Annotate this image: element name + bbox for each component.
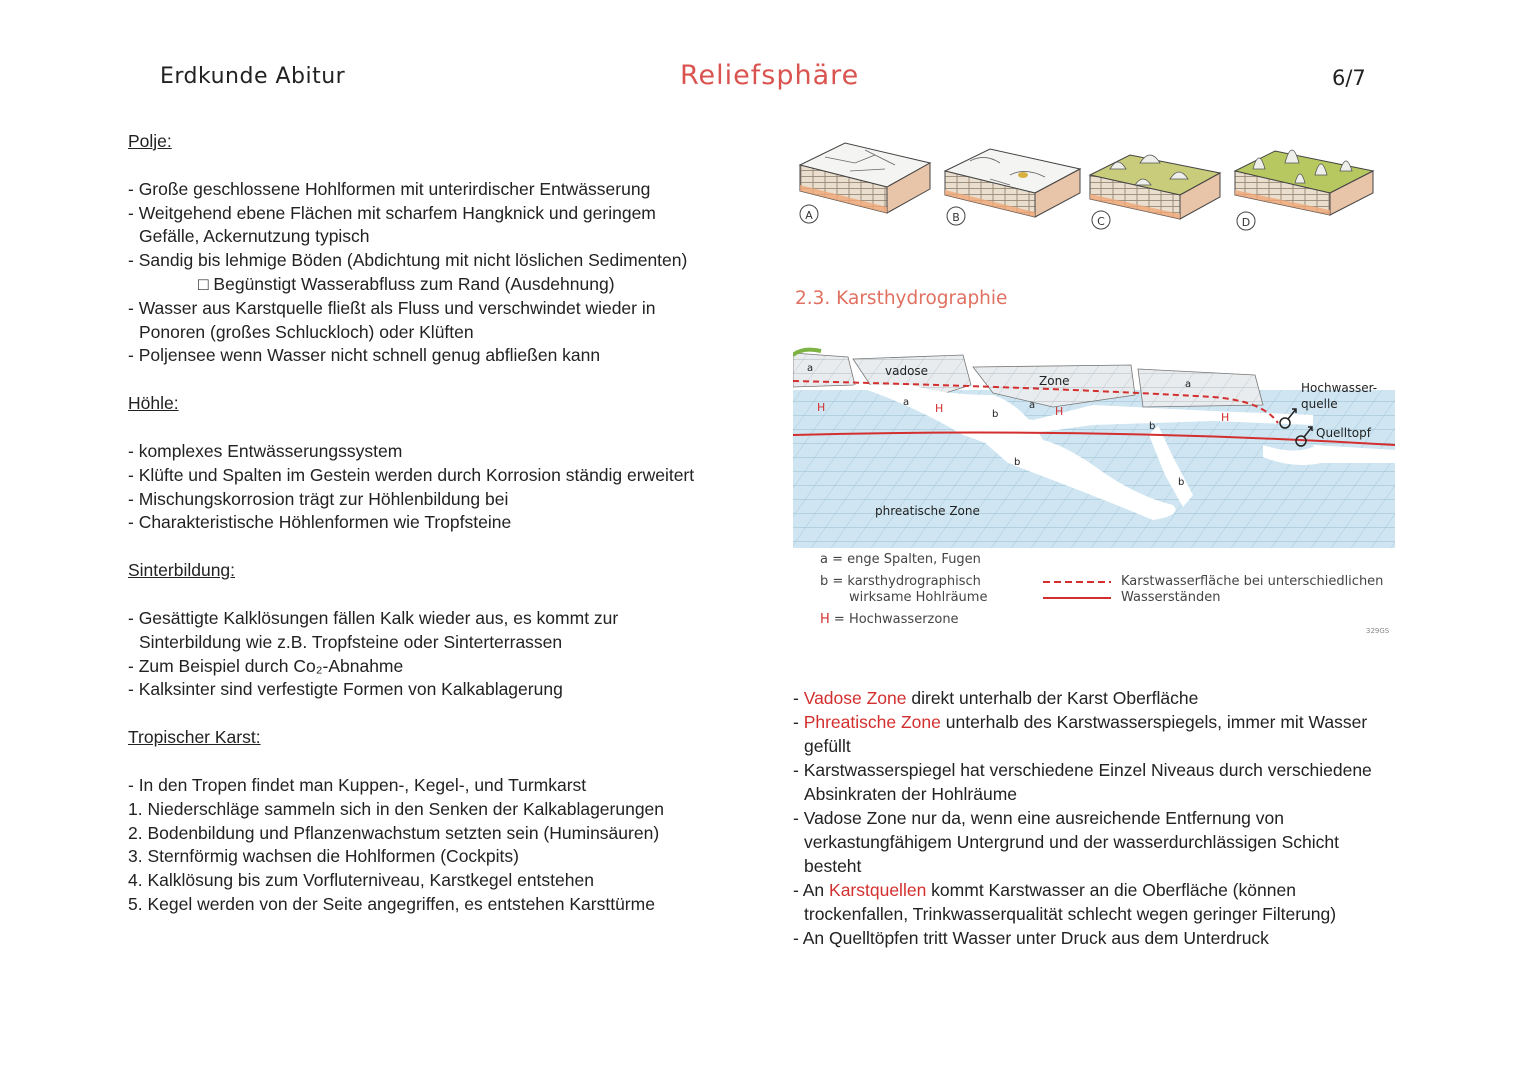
label-a: a — [1029, 400, 1036, 411]
legend-a: a = enge Spalten, Fugen — [820, 552, 981, 567]
list-item: 4. Kalklösung bis zum Vorfluterniveau, Karstkegel entstehen — [128, 870, 594, 891]
right-column — [793, 686, 1413, 950]
tropisch-list — [128, 774, 738, 917]
sinter-heading: Sinterbildung: — [128, 560, 236, 581]
page-number: 6/7 — [1332, 66, 1366, 90]
list-item: - Zum Beispiel durch Co₂-Abnahme — [128, 655, 404, 676]
list-item: - Karstwasserspiegel hat verschiedene Einzel Niveaus durch verschiedene — [793, 760, 1372, 780]
legend-b: b = karsthydrographisch — [820, 574, 981, 589]
list-item: - Kalksinter sind verfestigte Formen von Kalkablagerung — [128, 679, 563, 700]
block-b-illustration — [945, 149, 1080, 217]
hoehle-heading: Höhle: — [128, 393, 179, 414]
list-item: Sinterbildung wie z.B. Tropfsteine oder Sinterterrassen — [139, 631, 563, 652]
list-item-cont: verkastungfähigem Untergrund und der wasserdurchlässigen Schicht — [804, 832, 1340, 852]
svg-text:B: B — [952, 211, 960, 224]
svg-text:A: A — [805, 209, 813, 222]
block-label-b — [947, 207, 965, 225]
text: Karstwasserspiegel hat verschiedene Einzel Niveaus durch verschiedene — [803, 760, 1372, 780]
list-item: 3. Sternförmig wachsen die Hohlformen (Cockpits) — [128, 846, 519, 867]
list-item-cont: besteht — [804, 856, 862, 876]
legend-line-icons — [1042, 575, 1112, 605]
list-item: - komplexes Entwässerungssystem — [128, 440, 403, 461]
polje-heading: Polje: — [128, 131, 172, 151]
text: An — [802, 880, 830, 900]
label-b: b — [1014, 457, 1021, 468]
label-a: a — [1185, 379, 1192, 390]
section-title: 2.3. Karsthydrographie — [795, 288, 1008, 309]
block-label-a — [800, 205, 818, 223]
header-subject: Erdkunde Abitur — [160, 64, 346, 89]
label-hochwasser: Hochwasser- — [1301, 381, 1378, 395]
label-quelltopf: Quelltopf — [1316, 426, 1371, 440]
list-item: - Klüfte und Spalten im Gestein werden durch Korrosion ständig erweitert — [128, 464, 695, 485]
list-item-cont: trockenfallen, Trinkwasserqualität schlecht wegen geringer Filterung) — [804, 904, 1337, 924]
hoehle-list — [128, 440, 738, 535]
list-item: - Vadose Zone direkt unterhalb der Karst Oberfläche — [793, 688, 1199, 708]
page-title: Reliefsphäre — [680, 60, 860, 91]
label-h: H — [1221, 411, 1230, 424]
label-b: b — [1178, 477, 1185, 488]
list-item: - Große geschlossene Hohlformen mit unterirdischer Entwässerung — [128, 178, 651, 199]
highlight-karstquellen: Karstquellen — [829, 880, 927, 900]
block-label-d — [1237, 212, 1255, 230]
legend-h — [820, 612, 959, 627]
legend-h-text: = Hochwasserzone — [829, 612, 959, 627]
list-item: 1. Niederschläge sammeln sich in den Senken der Kalkablagerungen — [128, 798, 665, 819]
sinter-list — [128, 607, 738, 702]
list-item: - Gesättigte Kalklösungen fällen Kalk wieder aus, es kommt zur — [128, 607, 619, 628]
list-item: - Vadose Zone nur da, wenn eine ausreichende Entfernung von — [793, 808, 1284, 828]
list-item: - Wasser aus Karstquelle fließt als Fluss und verschwindet wieder in — [128, 297, 656, 318]
label-a: a — [903, 397, 910, 408]
highlight-vadose: Vadose Zone — [803, 688, 907, 708]
label-h: H — [817, 401, 826, 414]
list-item-cont: gefüllt — [804, 736, 851, 756]
karst-hydrography-diagram — [793, 345, 1395, 550]
label-a: a — [807, 363, 814, 374]
legend-b-cont: wirksame Hohlräume — [849, 590, 988, 605]
label-quelle: quelle — [1301, 397, 1338, 411]
polje-list — [128, 178, 738, 368]
highlight-phreatic: Phreatische Zone — [803, 712, 941, 732]
block-a-illustration — [800, 143, 930, 213]
label-phreatic-zone: phreatische Zone — [875, 504, 980, 518]
list-item: 5. Kegel werden von der Seite angegriffen, es entstehen Karsttürme — [128, 893, 655, 914]
list-item: - Phreatische Zone unterhalb des Karstwasserspiegels, immer mit Wasser — [793, 712, 1368, 732]
text: kommt Karstwasser an die Oberfläche (können — [926, 880, 1296, 900]
list-item: - Charakteristische Höhlenformen wie Tropfsteine — [128, 512, 512, 533]
list-item: - An Quelltöpfen tritt Wasser unter Druck aus dem Unterdruck — [793, 928, 1269, 948]
block-d-illustration — [1235, 150, 1373, 215]
legend-h-letter: H — [820, 612, 830, 627]
list-item: Ponoren (großes Schluckloch) oder Klüften — [139, 321, 474, 342]
karst-stage-blocks — [795, 135, 1385, 235]
block-c-illustration — [1090, 155, 1220, 219]
list-item: - Weitgehend ebene Flächen mit scharfem Hangknick und geringem — [128, 202, 656, 223]
legend-line-text: Karstwasserfläche bei unterschiedlichen — [1121, 574, 1384, 589]
list-item: - Mischungskorrosion trägt zur Höhlenbildung bei — [128, 488, 509, 509]
list-item: - An Karstquellen kommt Karstwasser an die Oberfläche (können — [793, 880, 1296, 900]
svg-text:C: C — [1097, 215, 1105, 228]
list-item: Gefälle, Ackernutzung typisch — [139, 226, 370, 247]
left-column — [128, 130, 738, 917]
label-b: b — [1149, 421, 1156, 432]
label-h: H — [1055, 405, 1064, 418]
list-item: □ Begünstigt Wasserabfluss zum Rand (Ausdehnung) — [198, 273, 615, 294]
text: unterhalb des Karstwasserspiegels, immer mit Wasser — [940, 712, 1368, 732]
label-vadose: vadose — [885, 364, 929, 378]
tropisch-heading: Tropischer Karst: — [128, 727, 261, 748]
text: direkt unterhalb der Karst Oberfläche — [906, 688, 1199, 708]
block-label-c — [1092, 211, 1110, 229]
text: Vadose Zone nur da, wenn eine ausreichende Entfernung von — [803, 808, 1284, 828]
list-item: - In den Tropen findet man Kuppen-, Kegel-, und Turmkarst — [128, 774, 587, 795]
label-h: H — [935, 402, 944, 415]
list-item: - Poljensee wenn Wasser nicht schnell genug abfließen kann — [128, 345, 601, 366]
list-item: 2. Bodenbildung und Pflanzenwachstum setzten sein (Huminsäuren) — [128, 822, 660, 843]
list-item: - Sandig bis lehmige Böden (Abdichtung mit nicht löslichen Sedimenten) — [128, 250, 688, 271]
list-item-cont: Absinkraten der Hohlräume — [804, 784, 1018, 804]
figure-code: 329GS — [1366, 627, 1390, 635]
text: An Quelltöpfen tritt Wasser unter Druck aus dem Unterdruck — [802, 928, 1269, 948]
svg-text:D: D — [1241, 216, 1251, 229]
label-b: b — [992, 409, 999, 420]
label-zone: Zone — [1039, 374, 1070, 388]
legend-line-text-cont: Wasserständen — [1121, 590, 1221, 605]
